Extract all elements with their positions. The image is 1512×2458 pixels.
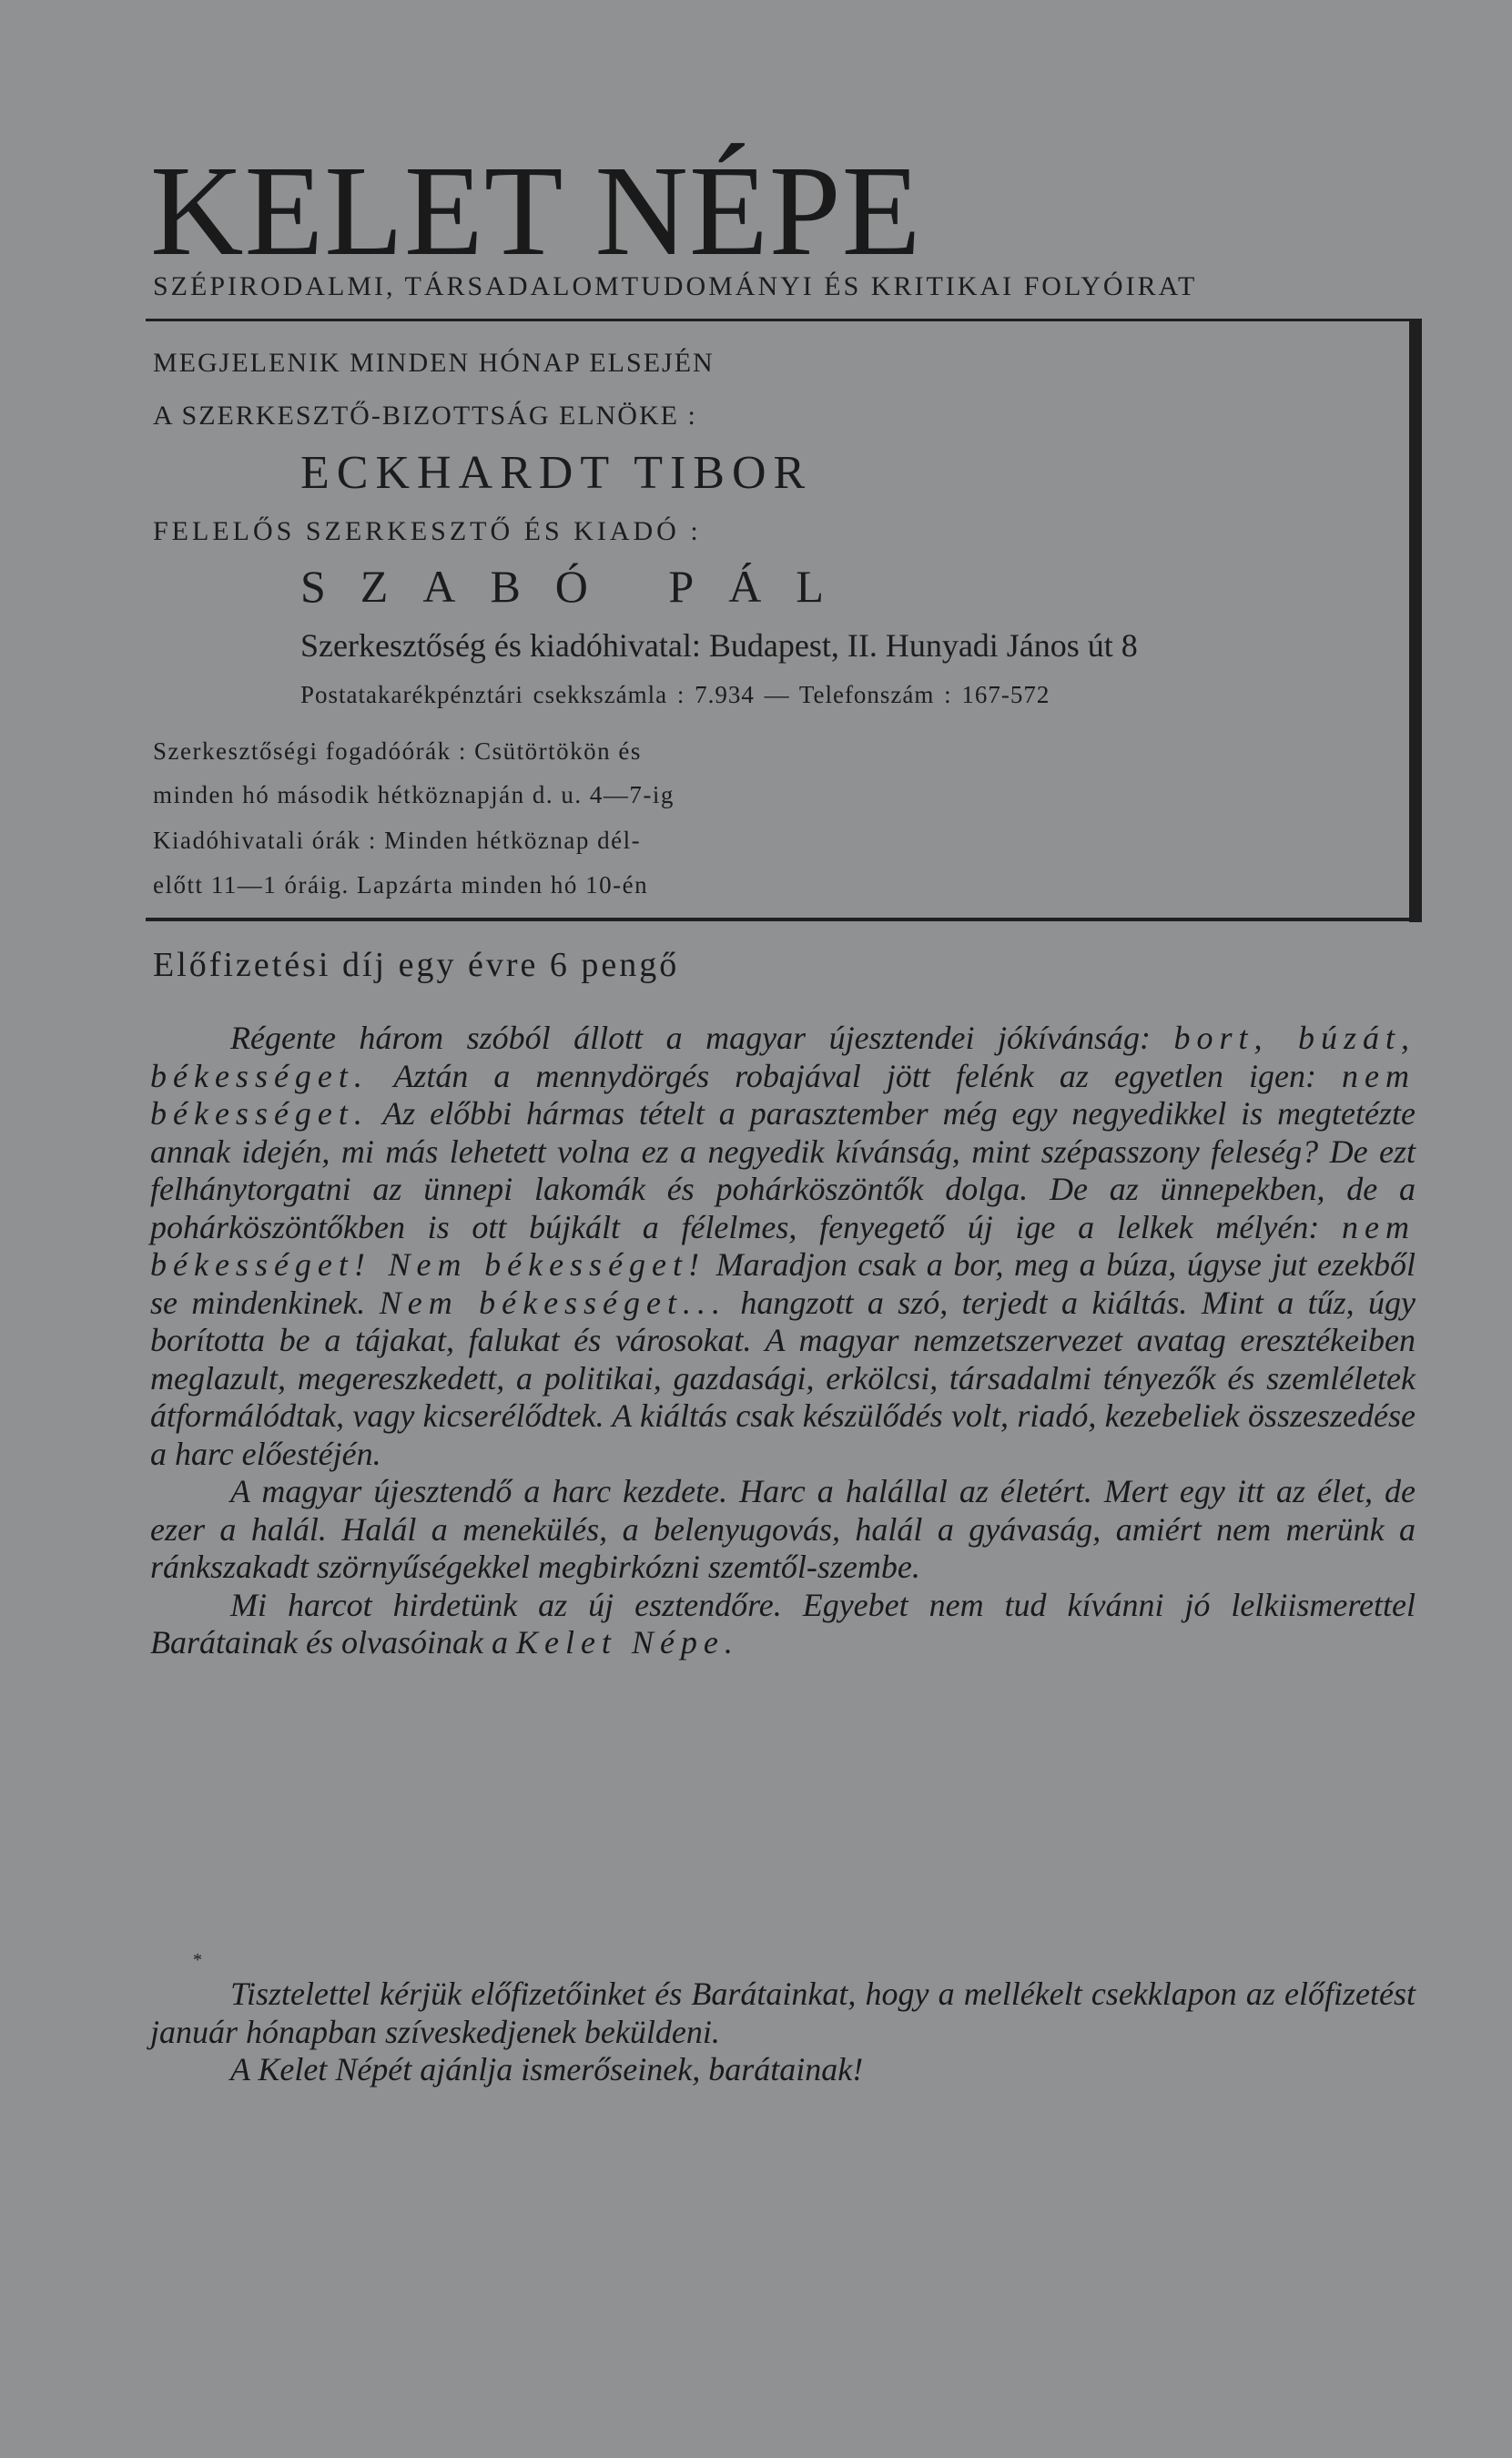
new-year-article (150, 1020, 1416, 1662)
article-p3-text: Mi harcot hirdetünk az új esztendőre. Egyebet nem tud kívánni jó lelkiismerettel Barátainak és olvasóinak a (150, 1586, 1416, 1661)
editor-label: FELELŐS SZERKESZTŐ ÉS KIADÓ : (153, 516, 702, 546)
chair-name: ECKHARDT TIBOR (300, 447, 813, 499)
article-p1-wish: bort, búzát, békességet. (150, 1020, 1416, 1094)
article-p1-part2: Aztán a mennydörgés robajával jött felénk az egyetlen igen: (368, 1057, 1343, 1094)
masthead-title: KELET NÉPE (150, 138, 922, 282)
article-paragraph-3 (150, 1587, 1416, 1662)
editorial-hours-line1: Szerkesztőségi fogadóórák : Csütörtökön és (153, 737, 642, 765)
frame-right-rule (1409, 319, 1422, 922)
article-p1-part3: Az előbbi hármas tételt a parasztember még egy negyedikkel is megtetézte annak idején, mi más lehetett volna ez a negyedik kívánság, mint szépasszony feleség? De ezt felhánytorgatni az ünnepi lakomák és pohárköszöntők dolga. De az ünnepekben, de a pohárköszöntőkben is ott bújkált a félelmes, fenyegető új ige a lelkek mélyén: (150, 1095, 1416, 1245)
article-p1-no-peace: nem békességet. (150, 1057, 1416, 1132)
closing-paragraph-1: Tisztelettel kérjük előfizetőinket és Barátainkat, hogy a mellékelt csekklapon az előfizetést január hónapban szíveskedjenek beküldeni. (150, 1976, 1416, 2050)
separator-star: * (193, 1950, 202, 1970)
subscription-fee: Előfizetési díj egy évre 6 pengő (153, 946, 680, 984)
office-hours-line2: előtt 11—1 óráig. Lapzárta minden hó 10-én (153, 871, 649, 899)
article-paragraph-2: A magyar újesztendő a harc kezdete. Harc a halállal az életért. Mert egy itt az élet, de ezer a halál. Halál a menekülés, a belenyugovás, halál a gyávaság, amiért nem merünk a ránkszakadt szörnyűségekkel megbirkózni szemtől-szembe. (150, 1473, 1416, 1585)
office-hours-line1: Kiadóhivatali órák : Minden hétköznap dél- (153, 827, 642, 854)
frame-top-rule (146, 319, 1420, 321)
office-address: Szerkesztőség és kiadóhivatal: Budapest, II. Hunyadi János út 8 (300, 627, 1138, 664)
article-p3-journal-name: Kelet Népe. (515, 1624, 739, 1661)
editorial-hours-line2: minden hó második hétköznapján d. u. 4—7-ig (153, 781, 675, 808)
article-p1-part4: Maradjon csak a bor, meg a búza, úgyse jut ezekből se mindenkinek. (150, 1246, 1416, 1321)
article-p1-part5: hangzott a szó, terjedt a kiáltás. Mint a tűz, úgy borította be a tájakat, falukat és városokat. A magyar nemzetszervezet avatag eresztékeiben meglazult, megereszkedett, a politikai, gazdasági, erkölcsi, társadalmi tényezők és szemléletek átformálódtak, vagy kicserélődtek. A kiáltás csak készülődés volt, riadó, kezebeliek összeszedése a harc előestéjén. (150, 1284, 1416, 1472)
masthead-subtitle: SZÉPIRODALMI, TÁRSADALOMTUDOMÁNYI ÉS KRITIKAI FOLYÓIRAT (153, 271, 1198, 301)
article-p1-no-peace-ellipsis: Nem békességet... (379, 1284, 727, 1321)
closing-paragraph-2: A Kelet Népét ajánlja ismerőseinek, barátainak! (230, 2051, 864, 2087)
closing-notice (150, 1976, 1416, 2089)
frame-bottom-rule (146, 918, 1422, 921)
editor-name: SZABÓ PÁL (300, 561, 858, 612)
article-paragraph-1 (150, 1020, 1416, 1473)
chair-label: A SZERKESZTŐ-BIZOTTSÁG ELNÖKE : (153, 401, 697, 431)
postal-and-phone: Postatakarékpénztári csekkszámla : 7.934 — Telefonszám : 167-572 (300, 681, 1050, 708)
article-p1-intro: Régente három szóból állott a magyar újesztendei jókívánság: (230, 1020, 1174, 1056)
publication-frequency: MEGJELENIK MINDEN HÓNAP ELSEJÉN (153, 348, 715, 378)
article-p1-no-peace-twice: nem békességet! Nem békességet! (150, 1208, 1416, 1283)
